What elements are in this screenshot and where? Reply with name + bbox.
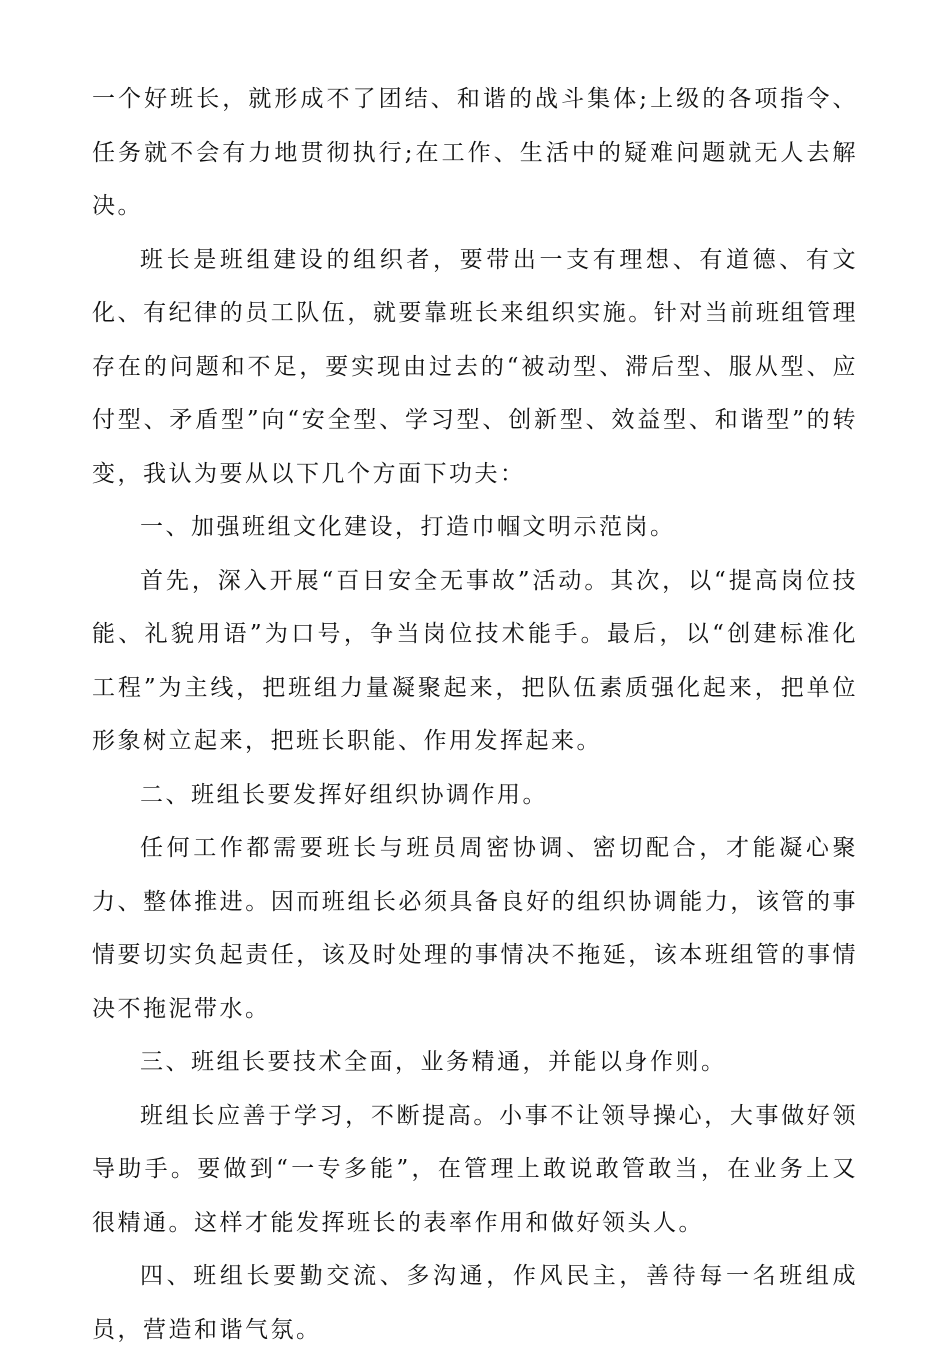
paragraph-continuation: 一个好班长，就形成不了团结、和谐的战斗集体;上级的各项指令、任务就不会有力地贯彻执行;在工作、生活中的疑难问题就无人去解决。 [92,86,858,219]
paragraph-section-1: 首先，深入开展“百日安全无事故”活动。其次，以“提高岗位技能、礼貌用语”为口号，争当岗位技术能手。最后，以“创建标准化工程”为主线，把班组力量凝聚起来，把队伍素质强化起来，把单位形象树立起来，把班长职能、作用发挥起来。 [92,567,858,754]
paragraph-section-3: 班组长应善于学习，不断提高。小事不让领导操心，大事做好领导助手。要做到“一专多能”，在管理上敢说敢管敢当，在业务上又很精通。这样才能发挥班长的表率作用和做好领头人。 [92,1102,858,1236]
section-heading-1: 一、加强班组文化建设，打造巾帼文明示范岗。 [140,514,676,540]
paragraph-section-2: 任何工作都需要班长与班员周密协调、密切配合，才能凝心聚力、整体推进。因而班组长必须具备良好的组织协调能力，该管的事情要切实负起责任，该及时处理的事情决不拖延，该本班组管的事情决不拖泥带水。 [92,835,858,1022]
section-heading-2: 二、班组长要发挥好组织协调作用。 [140,781,548,808]
section-heading-4: 四、班组长要勤交流、多沟通，作风民主，善待每一名班组成员，营造和谐气氛。 [92,1263,858,1343]
document-page [92,73,858,1357]
paragraph-intro: 班长是班组建设的组织者，要带出一支有理想、有道德、有文化、有纪律的员工队伍，就要靠班长来组织实施。针对当前班组管理存在的问题和不足，要实现由过去的“被动型、滞后型、服从型、应付型、矛盾型”向“安全型、学习型、创新型、效益型、和谐型”的转变，我认为要从以下几个方面下功夫： [92,246,858,487]
section-heading-3: 三、班组长要技术全面，业务精通，并能以身作则。 [140,1049,727,1075]
